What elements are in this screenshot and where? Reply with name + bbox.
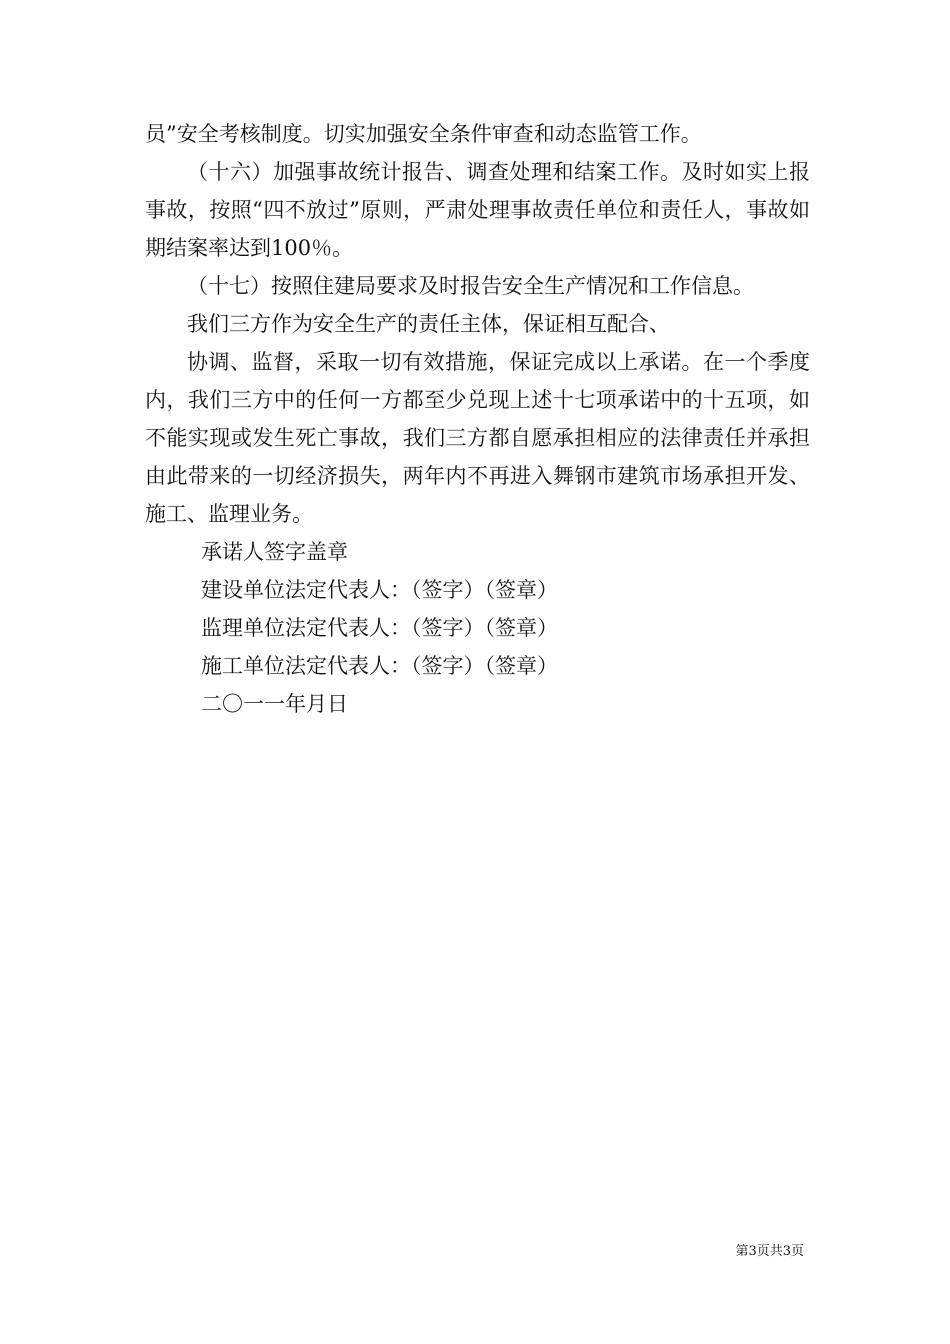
paragraph-commitment-intro: 我们三方作为安全生产的责任主体，保证相互配合、 bbox=[187, 312, 670, 336]
document-body bbox=[145, 115, 810, 723]
signature-date: 二〇一一年月日 bbox=[201, 692, 348, 716]
paragraph-continuation: 员”安全考核制度。切实加强安全条件审查和动态监管工作。 bbox=[145, 122, 702, 146]
page-number: 第3页共3页 bbox=[735, 1244, 804, 1259]
paragraph-commitment-body: 协调、监督，采取一切有效措施，保证完成以上承诺。在一个季度内，我们三方中的任何一方都至少兑现上述十七项承诺中的十五项，如不能实现或发生死亡事故，我们三方都自愿承担相应的法律责任并承担由此带来的一切经济损失，两年内不再进入舞钢市建筑市场承担开发、施工、监理业务。 bbox=[145, 350, 810, 526]
signature-line-construction: 建设单位法定代表人：（签字）（签章） bbox=[201, 578, 558, 602]
paragraph-item-16: （十六）加强事故统计报告、调查处理和结案工作。及时如实上报事故，按照“四不放过”原则，严肃处理事故责任单位和责任人，事故如期结案率达到100％。 bbox=[145, 160, 810, 260]
signature-line-supervision: 监理单位法定代表人：（签字）（签章） bbox=[201, 616, 558, 640]
signature-heading: 承诺人签字盖章 bbox=[201, 540, 348, 564]
paragraph-item-17: （十七）按照住建局要求及时报告安全生产情况和工作信息。 bbox=[187, 274, 754, 298]
signature-line-contractor: 施工单位法定代表人：（签字）（签章） bbox=[201, 654, 558, 678]
